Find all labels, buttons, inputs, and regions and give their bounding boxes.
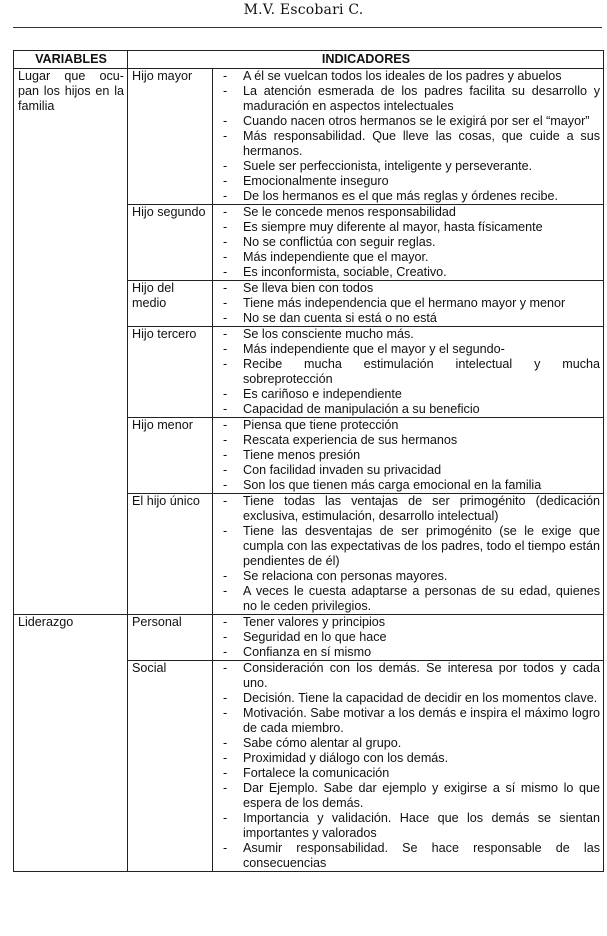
variable-cell: Lugar que ocu- pan los hijos en la familia [14, 69, 128, 615]
indicator-item: - Proximidad y diálogo con los demás. [217, 751, 600, 766]
indicator-item: - La atención esmerada de los padres facilita su desarrollo y maduración en aspectos intelectuales [217, 84, 600, 114]
header-rule [13, 27, 602, 28]
indicator-list [217, 69, 600, 204]
subcategory-cell: Social [128, 661, 213, 872]
indicator-item: - Es cariñoso e independiente [217, 387, 600, 402]
indicator-item: - Es siempre muy diferente al mayor, hasta físicamente [217, 220, 600, 235]
indicator-item: - Es inconformista, sociable, Creativo. [217, 265, 600, 280]
subcategory-cell: Hijo mayor [128, 69, 213, 205]
indicator-item: - No se dan cuenta si está o no está [217, 311, 600, 326]
indicator-item: - Asumir responsabilidad. Se hace responsable de las consecuencias [217, 841, 600, 871]
indicator-item: - Confianza en sí mismo [217, 645, 600, 660]
indicator-item: - Se lleva bien con todos [217, 281, 600, 296]
indicator-item: - Son los que tienen más carga emocional en la familia [217, 478, 600, 493]
indicator-list [217, 205, 600, 280]
indicator-item: - Fortalece la comunicación [217, 766, 600, 781]
indicators-cell [213, 661, 604, 872]
subcategory-cell: Hijo tercero [128, 327, 213, 418]
variable-cell: Liderazgo [14, 615, 128, 872]
indicator-item: - Cuando nacen otros hermanos se le exigirá por ser el “mayor” [217, 114, 600, 129]
indicator-item: - A veces le cuesta adaptarse a personas de su edad, quienes no le ceden privilegios. [217, 584, 600, 614]
running-head: M.V. Escobari C. [243, 2, 364, 18]
indicators-cell [213, 281, 604, 327]
indicator-list [217, 327, 600, 417]
indicator-item: - Con facilidad invaden su privacidad [217, 463, 600, 478]
table-row [14, 615, 604, 661]
variables-indicators-table [13, 50, 604, 872]
indicator-item: - Decisión. Tiene la capacidad de decidir en los momentos clave. [217, 691, 600, 706]
indicator-item: - Emocionalmente inseguro [217, 174, 600, 189]
subcategory-cell: Personal [128, 615, 213, 661]
table-body [14, 69, 604, 872]
indicator-item: - De los hermanos es el que más reglas y órdenes recibe. [217, 189, 600, 204]
indicator-list [217, 661, 600, 871]
indicators-cell [213, 418, 604, 494]
indicator-item: - Rescata experiencia de sus hermanos [217, 433, 600, 448]
table-row [14, 69, 604, 205]
indicator-list [217, 418, 600, 493]
subcategory-cell: El hijo único [128, 494, 213, 615]
indicator-item: - Recibe mucha estimulación intelectual y mucha sobreprotección [217, 357, 600, 387]
indicators-cell [213, 327, 604, 418]
indicator-list [217, 281, 600, 326]
header-variables: VARIABLES [14, 51, 128, 69]
indicator-item: - Suele ser perfeccionista, inteligente y perseverante. [217, 159, 600, 174]
indicator-item: - No se conflictúa con seguir reglas. [217, 235, 600, 250]
indicator-item: - Sabe cómo alentar al grupo. [217, 736, 600, 751]
indicator-item: - Tiene más independencia que el hermano mayor y menor [217, 296, 600, 311]
table-header-row [14, 51, 604, 69]
indicator-item: - Tiene las desventajas de ser primogénito (se le exige que cumpla con las expectativas de los padres, todo el tiempo están pendientes de él) [217, 524, 600, 569]
indicator-item: - Consideración con los demás. Se interesa por todos y cada uno. [217, 661, 600, 691]
indicator-list [217, 494, 600, 614]
indicator-item: - Capacidad de manipulación a su beneficio [217, 402, 600, 417]
indicators-cell [213, 205, 604, 281]
indicator-item: - Tiene todas las ventajas de ser primogénito (dedicación exclusiva, estimulación, desarrollo intelectual) [217, 494, 600, 524]
indicator-item: - Se los consciente mucho más. [217, 327, 600, 342]
indicator-item: - Más responsabilidad. Que lleve las cosas, que cuide a sus hermanos. [217, 129, 600, 159]
indicators-cell [213, 615, 604, 661]
header-indicadores: INDICADORES [128, 51, 604, 69]
indicator-item: - Se relaciona con personas mayores. [217, 569, 600, 584]
indicator-item: - Piensa que tiene protección [217, 418, 600, 433]
subcategory-cell: Hijo del medio [128, 281, 213, 327]
indicator-item: - Se le concede menos responsabilidad [217, 205, 600, 220]
indicator-item: - Motivación. Sabe motivar a los demás e inspira el máximo logro de cada miembro. [217, 706, 600, 736]
indicator-item: - Importancia y validación. Hace que los demás se sientan importantes y valorados [217, 811, 600, 841]
indicator-item: - Dar Ejemplo. Sabe dar ejemplo y exigirse a sí mismo lo que espera de los demás. [217, 781, 600, 811]
subcategory-cell: Hijo segundo [128, 205, 213, 281]
indicator-item: - Seguridad en lo que hace [217, 630, 600, 645]
subcategory-cell: Hijo menor [128, 418, 213, 494]
indicator-item: - Tener valores y principios [217, 615, 600, 630]
indicator-item: - Más independiente que el mayor. [217, 250, 600, 265]
indicator-item: - Tiene menos presión [217, 448, 600, 463]
indicator-item: - Más independiente que el mayor y el segundo- [217, 342, 600, 357]
indicator-item: - A él se vuelcan todos los ideales de los padres y abuelos [217, 69, 600, 84]
indicators-cell [213, 494, 604, 615]
indicator-list [217, 615, 600, 660]
indicators-cell [213, 69, 604, 205]
